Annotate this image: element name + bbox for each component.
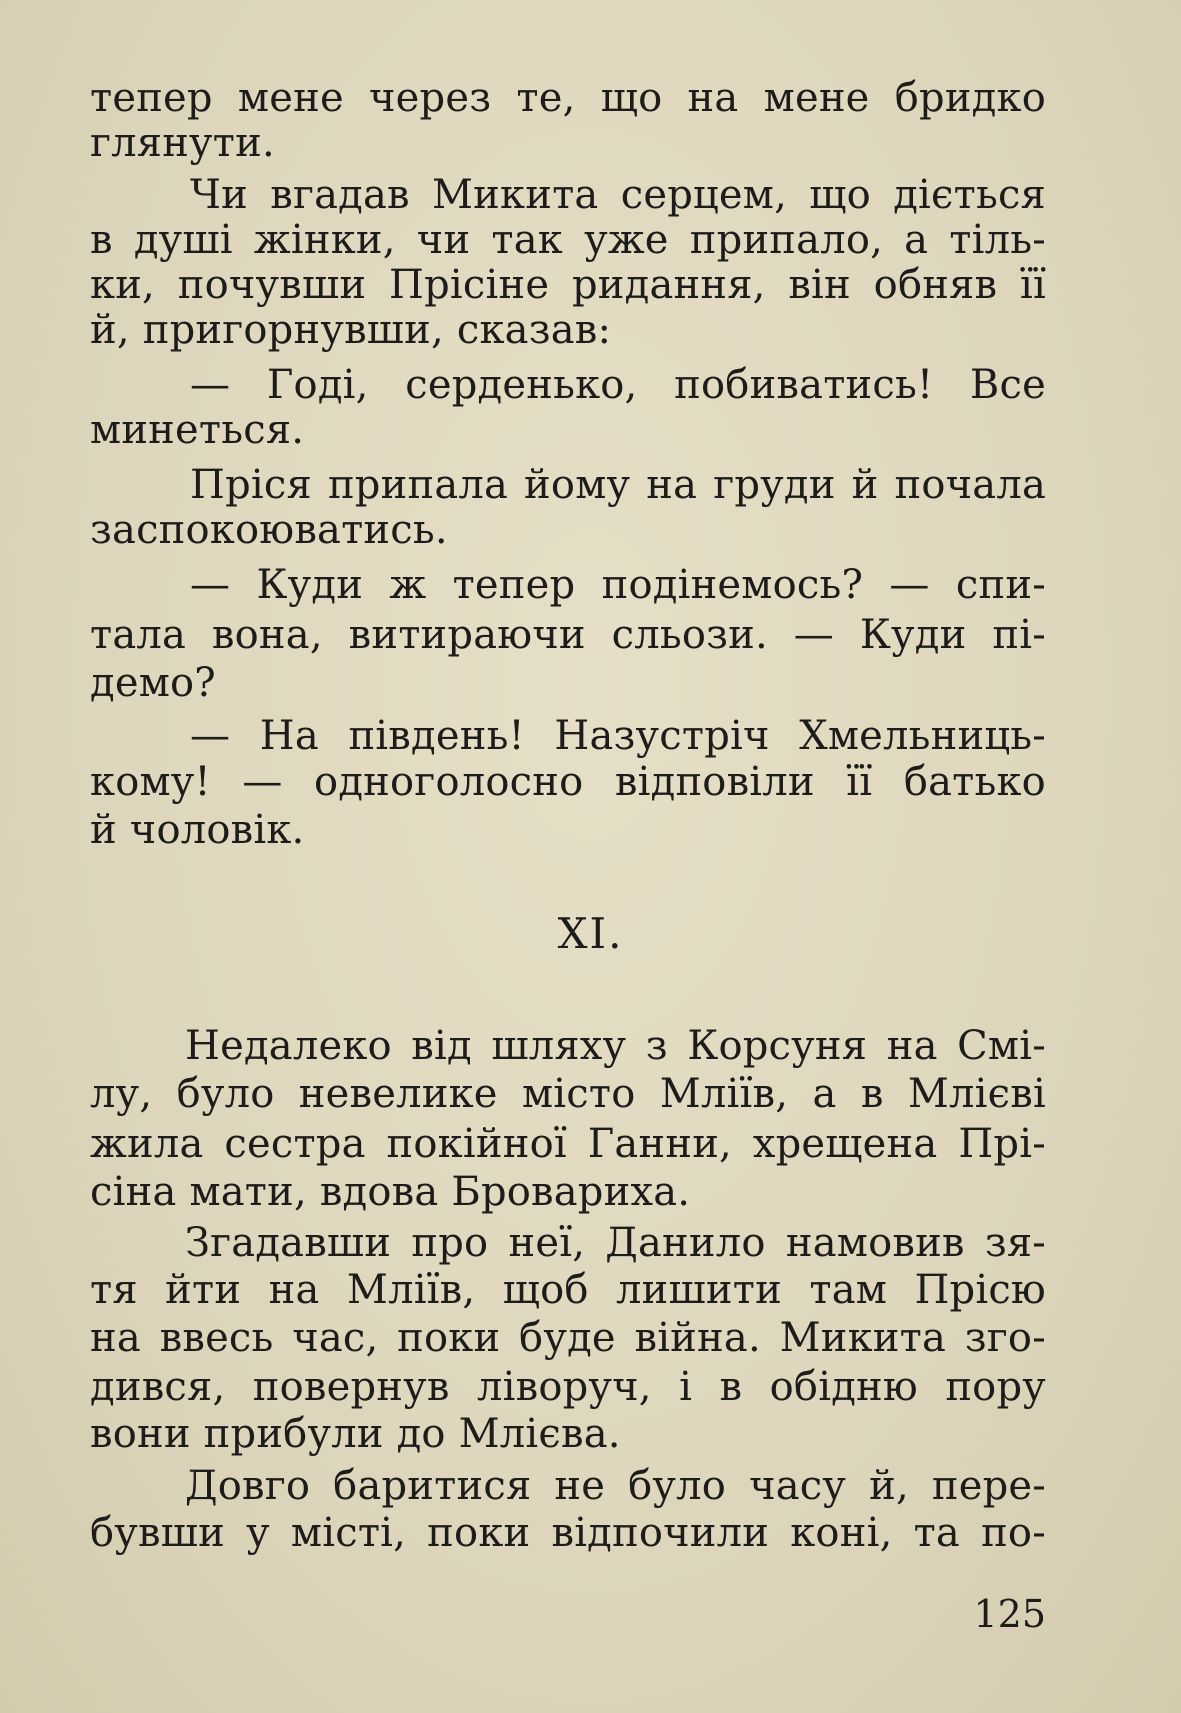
text-line-22: тя йти на Мліїв, щоб лишити там Прісю [90,1267,1046,1313]
text-line-27: бувши у місті, поки відпочили коні, та по- [90,1510,1046,1556]
text-line-8: минеться. [90,407,305,453]
text-line-20: сіна мати, вдова Бровариха. [90,1169,691,1215]
text-line-1: тепер мене через те, що на мене бридко [90,75,1046,121]
text-line-14: — На південь! Назустріч Хмельниць- [190,713,1046,759]
chapter-heading: XI. [557,909,624,958]
text-line-2: глянути. [90,120,275,166]
text-line-4: в душі жінки, чи так уже припало, а тіль- [90,217,1046,263]
text-line-6: й, пригорнувши, сказав: [90,307,612,353]
text-line-26: Довго баритися не було часу й, пере- [185,1463,1046,1509]
text-line-18: лу, було невелике місто Мліїв, а в Млієві [90,1071,1046,1117]
text-line-19: жила сестра покійної Ганни, хрещена Прі- [90,1121,1046,1167]
page-number: 125 [973,1592,1046,1636]
text-line-3: Чи вгадав Микита серцем, що діється [190,172,1046,218]
text-line-24: дився, повернув ліворуч, і в обідню пору [90,1364,1046,1410]
text-line-13: демо? [90,660,216,706]
text-line-21: Згадавши про неї, Данило намовив зя- [185,1220,1046,1266]
text-line-7: — Годі, серденько, побиватись! Все [190,362,1046,408]
text-line-12: тала вона, витираючи сльози. — Куди пі- [90,612,1046,658]
text-line-5: ки, почувши Прісіне ридання, він обняв її [90,262,1046,308]
text-line-16: й чоловік. [90,807,305,853]
text-line-25: вони прибули до Млієва. [90,1411,621,1457]
text-line-17: Недалеко від шляху з Корсуня на Смі- [185,1023,1046,1069]
text-line-9: Пріся припала йому на груди й почала [190,462,1046,508]
text-line-15: кому! — одноголосно відповіли її батько [90,759,1046,805]
text-line-10: заспокоюватись. [90,507,448,553]
text-line-23: на ввесь час, поки буде війна. Микита зго- [90,1315,1046,1361]
text-line-11: — Куди ж тепер подінемось? — спи- [190,562,1046,608]
